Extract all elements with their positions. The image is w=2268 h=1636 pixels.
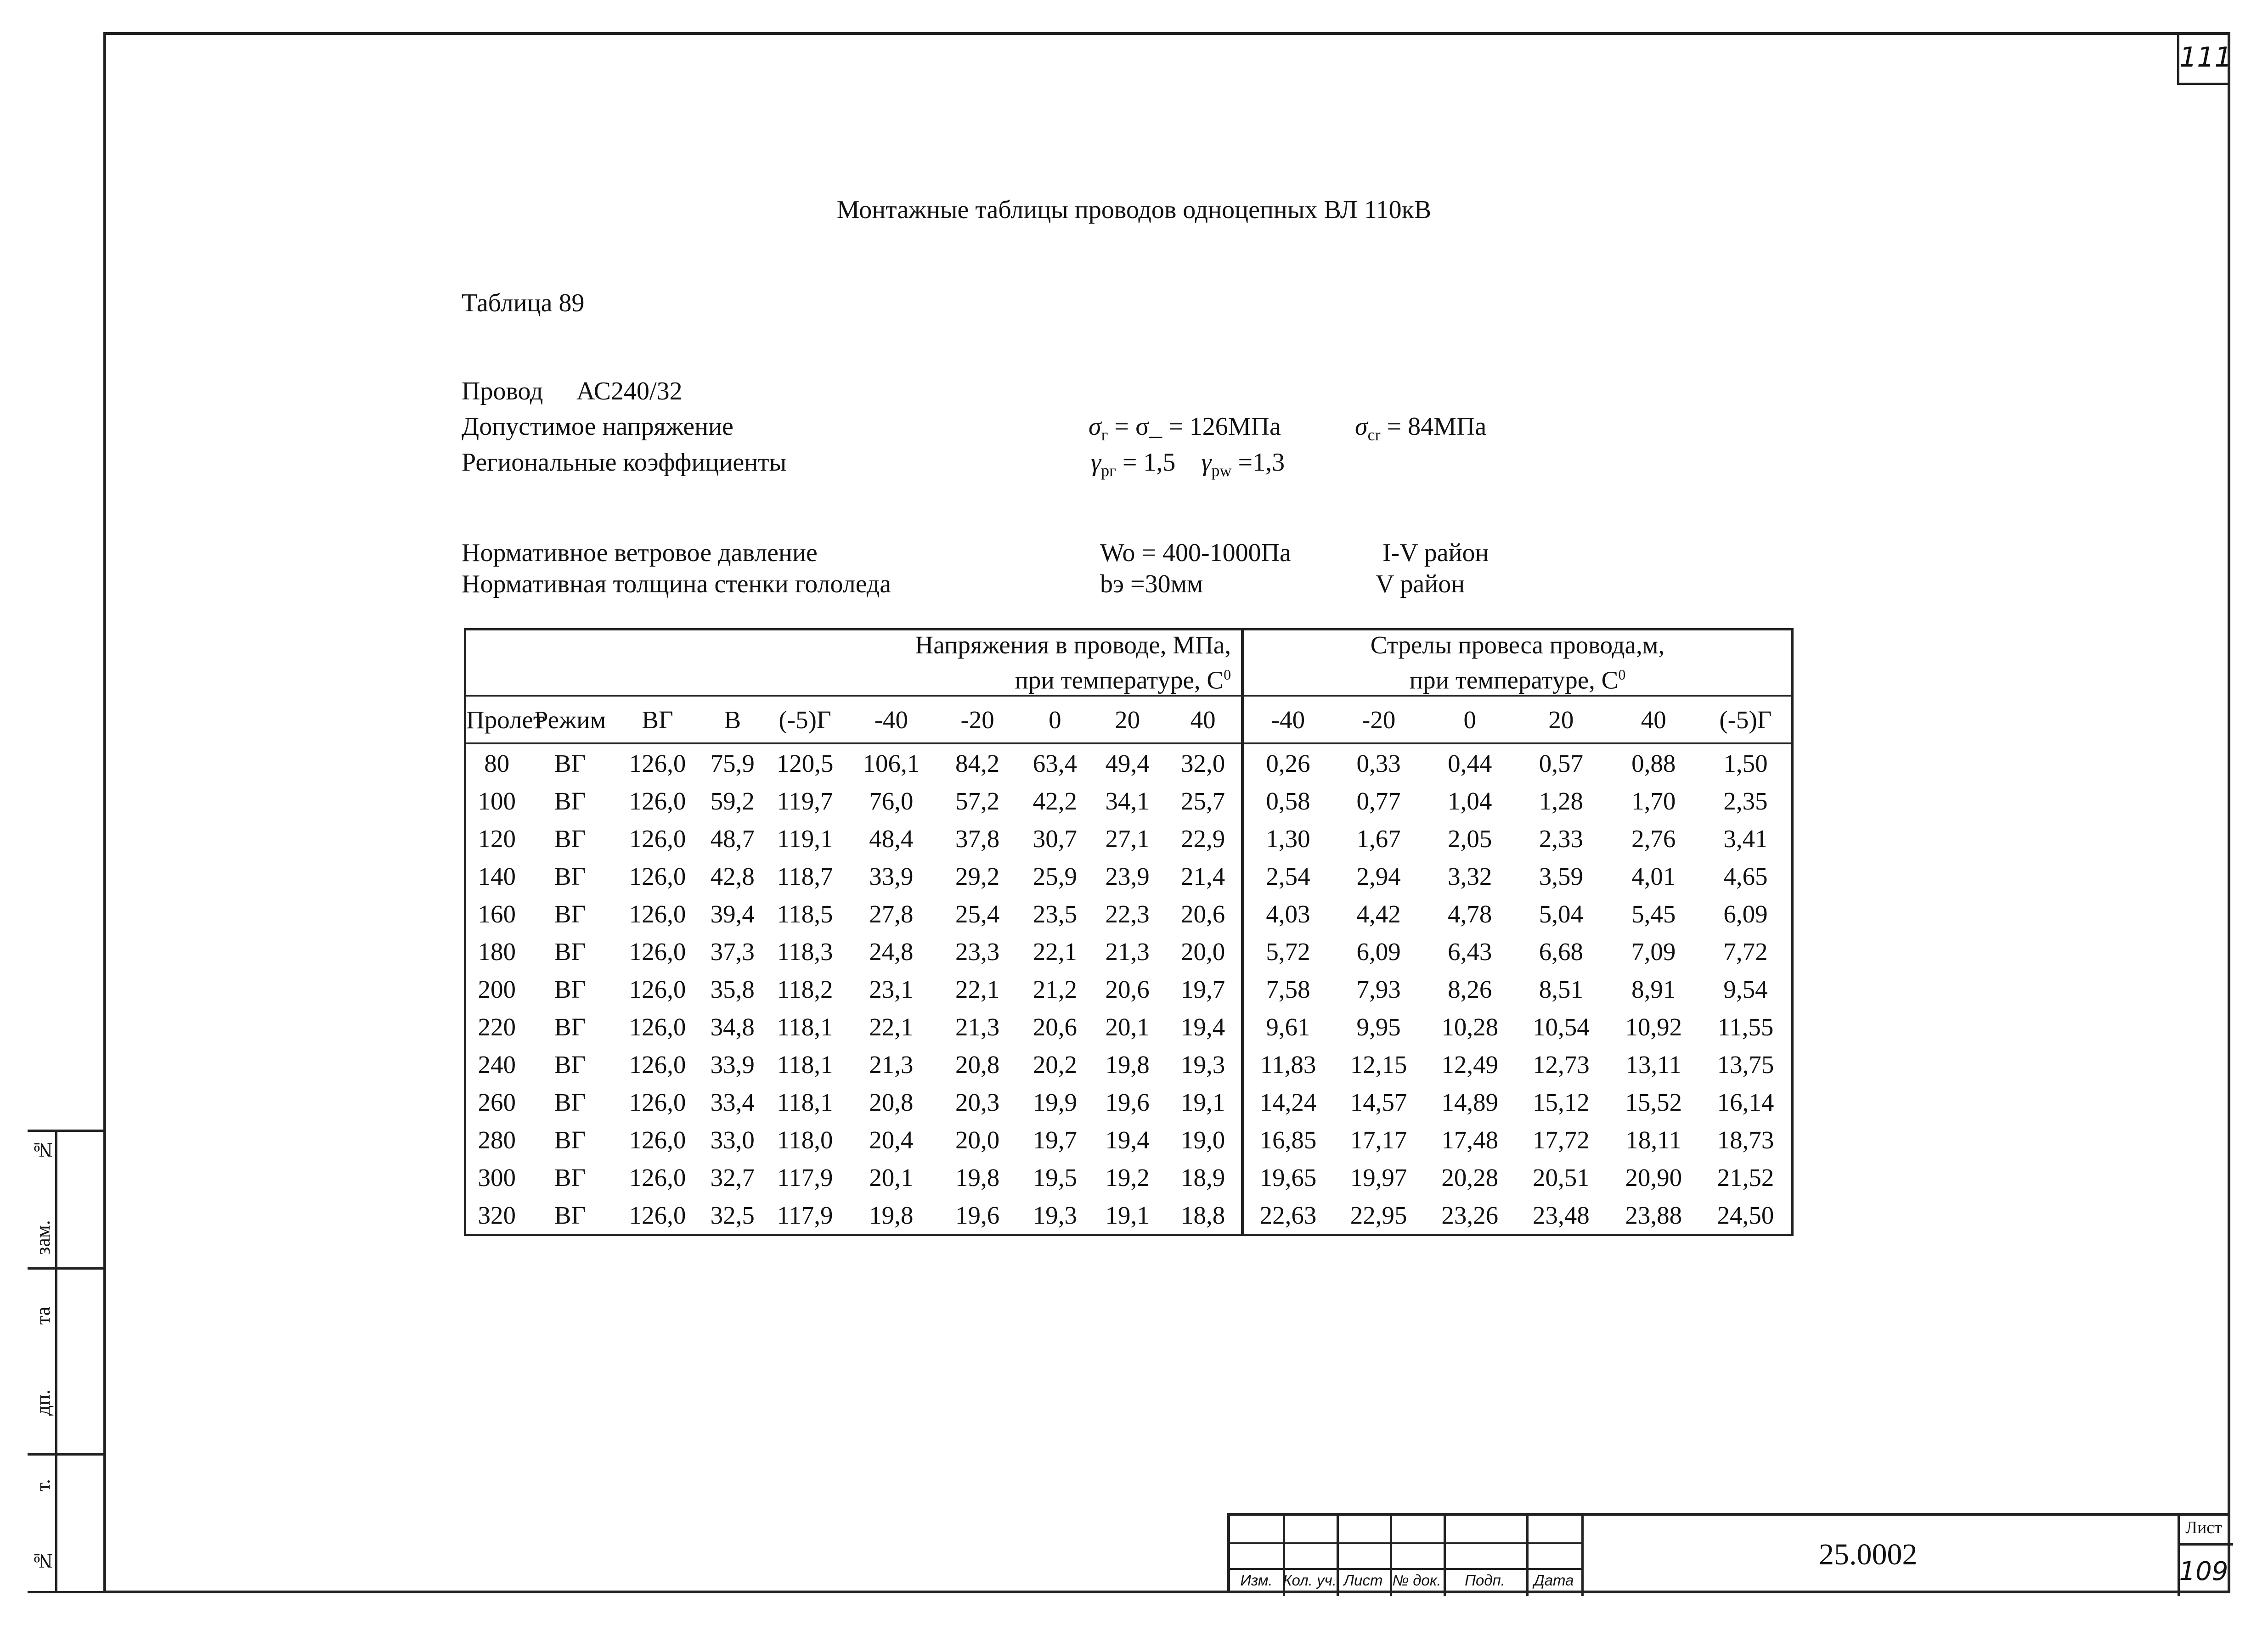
table-cell: 2,05 [1448, 824, 1492, 853]
table-cell: 119,1 [777, 824, 833, 853]
table-cell: 10,54 [1533, 1012, 1590, 1041]
table-row [465, 782, 1793, 820]
table-cell: 18,8 [1181, 1201, 1225, 1229]
table-cell: 27,8 [869, 900, 914, 928]
table-cell: 0,88 [1631, 749, 1676, 777]
table-cell: 21,3 [1105, 937, 1150, 966]
table-cell: 15,52 [1625, 1088, 1682, 1116]
wind-label: Нормативное ветровое давление [462, 539, 818, 567]
table-cell: 34,1 [1105, 787, 1150, 815]
table-cell: 29,2 [955, 862, 1000, 890]
column-header: ВГ [613, 696, 703, 743]
table-cell: 140 [478, 862, 516, 890]
stress-label: Допустимое напряжение [462, 412, 733, 441]
table-cell: 63,4 [1032, 749, 1077, 777]
table-cell: 14,24 [1242, 1083, 1332, 1121]
table-cell: 118,2 [777, 975, 833, 1003]
table-cell: 19,6 [955, 1201, 1000, 1229]
column-header: -20 [935, 696, 1020, 743]
table-cell: 16,14 [1717, 1088, 1774, 1116]
left-stamp [28, 1130, 103, 1593]
table-cell: 37,8 [955, 824, 1000, 853]
column-header: 20 [1090, 696, 1165, 743]
table-cell: 33,9 [710, 1050, 755, 1079]
table-cell: 34,8 [710, 1012, 755, 1041]
table-row [465, 1008, 1793, 1046]
table-cell: 12,49 [1441, 1050, 1499, 1079]
table-cell: 17,17 [1350, 1125, 1407, 1154]
table-cell: 19,6 [1105, 1088, 1150, 1116]
table-cell: 200 [478, 975, 516, 1003]
table-cell: 8,91 [1631, 975, 1676, 1003]
table-cell: 126,0 [629, 787, 686, 815]
table-cell: 42,8 [710, 862, 755, 890]
table-cell: 0,33 [1356, 749, 1401, 777]
table-cell: 7,93 [1356, 975, 1401, 1003]
table-cell: 126,0 [629, 975, 686, 1003]
table-cell: 4,42 [1356, 900, 1401, 928]
table-cell: 22,63 [1242, 1196, 1332, 1235]
tb-label: Подп. [1465, 1572, 1505, 1589]
table-cell: 16,85 [1242, 1121, 1332, 1158]
table-cell: 49,4 [1105, 749, 1150, 777]
table-cell: 118,1 [777, 1012, 833, 1041]
table-cell: 19,8 [955, 1163, 1000, 1192]
table-cell: ВГ [554, 787, 586, 815]
table-cell: 19,97 [1350, 1163, 1407, 1192]
table-cell: 42,2 [1032, 787, 1077, 815]
stamp-label: т. [32, 1479, 54, 1492]
table-cell: 120,5 [776, 749, 834, 777]
table-cell: 280 [478, 1125, 516, 1154]
table-cell: 23,26 [1441, 1201, 1499, 1229]
table-cell: 106,1 [863, 749, 920, 777]
table-cell: 20,51 [1533, 1163, 1590, 1192]
table-row [465, 895, 1793, 933]
table-cell: 9,61 [1242, 1008, 1332, 1046]
table-cell: 118,7 [777, 862, 833, 890]
table-cell: 13,11 [1625, 1050, 1682, 1079]
table-cell: 20,2 [1032, 1050, 1077, 1079]
header-stress: Напряжения в проводе, МПа, при температуре, $С^0$ [465, 630, 1243, 696]
table-cell: 7,58 [1242, 970, 1332, 1008]
table-cell: 126,0 [629, 862, 686, 890]
ice-label: Нормативная толщина стенки гололеда [462, 570, 891, 598]
stamp-label: № [32, 1139, 54, 1162]
table-cell: 23,5 [1032, 900, 1077, 928]
table-cell: ВГ [554, 862, 586, 890]
table-cell: 160 [478, 900, 516, 928]
table-cell: 20,6 [1032, 1012, 1077, 1041]
table-row [465, 1121, 1793, 1158]
table-cell: 18,73 [1717, 1125, 1774, 1154]
table-cell: 18,11 [1625, 1125, 1682, 1154]
coeff-values: $\gamma_{pг} = 1,5$ $\gamma_{pw} =1,3$ [1091, 448, 1285, 480]
table-cell: 4,65 [1723, 862, 1768, 890]
table-row [465, 1046, 1793, 1083]
column-header-row [465, 696, 1793, 743]
table-cell: 17,48 [1441, 1125, 1499, 1154]
table-cell: 126,0 [629, 900, 686, 928]
table-cell: 14,89 [1441, 1088, 1499, 1116]
table-cell: 19,4 [1105, 1125, 1150, 1154]
table-cell: 300 [478, 1163, 516, 1192]
table-cell: 126,0 [629, 937, 686, 966]
tb-label: Лист [1343, 1572, 1383, 1589]
table-cell: 22,1 [869, 1012, 914, 1041]
table-cell: 21,3 [869, 1050, 914, 1079]
column-header: -20 [1332, 696, 1425, 743]
column-header: 20 [1515, 696, 1607, 743]
table-cell: 14,57 [1350, 1088, 1407, 1116]
table-cell: 118,1 [777, 1050, 833, 1079]
table-cell: 126,0 [629, 1201, 686, 1229]
wind-region: I-V район [1382, 539, 1489, 567]
mounting-table [464, 628, 1794, 1236]
table-cell: 10,28 [1441, 1012, 1499, 1041]
table-cell: 320 [478, 1201, 516, 1229]
table-cell: 9,54 [1723, 975, 1768, 1003]
table-cell: 22,3 [1105, 900, 1150, 928]
table-cell: 59,2 [710, 787, 755, 815]
table-cell: 0,44 [1448, 749, 1492, 777]
table-cell: 23,1 [869, 975, 914, 1003]
table-cell: 13,75 [1717, 1050, 1774, 1079]
tb-label: Дата [1534, 1572, 1574, 1589]
table-cell: 10,92 [1625, 1012, 1682, 1041]
table-cell: 6,68 [1539, 937, 1584, 966]
table-cell: 8,51 [1539, 975, 1584, 1003]
table-cell: 2,35 [1723, 787, 1768, 815]
table-cell: 19,65 [1242, 1158, 1332, 1196]
table-cell: 19,0 [1181, 1125, 1225, 1154]
table-cell: 1,67 [1356, 824, 1401, 853]
ice-value: bэ =30мм [1100, 570, 1203, 598]
column-header: -40 [1242, 696, 1332, 743]
table-cell: 126,0 [629, 1012, 686, 1041]
column-header: Пролет [465, 696, 528, 743]
table-cell: 126,0 [629, 1125, 686, 1154]
table-cell: 4,78 [1448, 900, 1492, 928]
table-cell: 19,3 [1181, 1050, 1225, 1079]
table-cell: 6,43 [1448, 937, 1492, 966]
column-header: Режим [528, 696, 613, 743]
sheet-number: 109 [2179, 1557, 2229, 1586]
table-cell: 0,77 [1356, 787, 1401, 815]
table-cell: 126,0 [629, 1163, 686, 1192]
table-cell: 21,3 [955, 1012, 1000, 1041]
table-cell: 126,0 [629, 824, 686, 853]
table-cell: 32,5 [710, 1201, 755, 1229]
table-cell: 260 [478, 1088, 516, 1116]
table-cell: 220 [478, 1012, 516, 1041]
table-cell: 20,0 [1181, 937, 1225, 966]
table-cell: 1,50 [1723, 749, 1768, 777]
stamp-label: дп. [32, 1389, 54, 1416]
table-cell: 80 [484, 749, 510, 777]
stamp-label: та [32, 1306, 54, 1325]
table-cell: 22,1 [955, 975, 1000, 1003]
table-cell: 12,73 [1533, 1050, 1590, 1079]
table-cell: 2,33 [1539, 824, 1584, 853]
table-row [465, 933, 1793, 970]
table-cell: 25,7 [1181, 787, 1225, 815]
table-cell: 21,4 [1181, 862, 1225, 890]
table-cell: 75,9 [710, 749, 755, 777]
wire-label: Провод [462, 377, 543, 405]
coeffs-label: Региональные коэффициенты [462, 448, 787, 477]
corner-sheet-number: 111 [2177, 32, 2230, 85]
table-cell: ВГ [554, 900, 586, 928]
table-cell: 23,9 [1105, 862, 1150, 890]
table-cell: ВГ [554, 1163, 586, 1192]
table-cell: 117,9 [777, 1163, 833, 1192]
table-cell: 118,5 [777, 900, 833, 928]
column-header: (-5)Г [1700, 696, 1793, 743]
table-row [465, 1083, 1793, 1121]
table-cell: 118,1 [777, 1088, 833, 1116]
table-cell: 5,72 [1242, 933, 1332, 970]
table-row [465, 1158, 1793, 1196]
table-cell: 20,1 [869, 1163, 914, 1192]
table-cell: 84,2 [955, 749, 1000, 777]
tb-label: Кол. уч. [1283, 1572, 1337, 1589]
table-cell: 1,28 [1539, 787, 1584, 815]
stamp-label: зам. [32, 1220, 54, 1255]
table-cell: 7,09 [1631, 937, 1676, 966]
table-cell: 5,04 [1539, 900, 1584, 928]
table-cell: 17,72 [1533, 1125, 1590, 1154]
table-cell: 19,8 [869, 1201, 914, 1229]
table-cell: 180 [478, 937, 516, 966]
table-cell: 20,3 [955, 1088, 1000, 1116]
table-cell: 33,0 [710, 1125, 755, 1154]
table-cell: 7,72 [1723, 937, 1768, 966]
table-cell: 24,8 [869, 937, 914, 966]
table-cell: 33,4 [710, 1088, 755, 1116]
table-cell: 19,2 [1105, 1163, 1150, 1192]
column-header: 40 [1165, 696, 1242, 743]
table-cell: 33,9 [869, 862, 914, 890]
table-cell: 117,9 [777, 1201, 833, 1229]
table-cell: 6,09 [1356, 937, 1401, 966]
table-cell: 126,0 [629, 1088, 686, 1116]
table-cell: 1,70 [1631, 787, 1676, 815]
table-cell: ВГ [554, 824, 586, 853]
table-cell: 19,7 [1032, 1125, 1077, 1154]
table-cell: 20,0 [955, 1125, 1000, 1154]
table-cell: ВГ [554, 1012, 586, 1041]
table-cell: 0,57 [1539, 749, 1584, 777]
table-cell: 25,9 [1032, 862, 1077, 890]
table-cell: 19,7 [1181, 975, 1225, 1003]
table-cell: 12,15 [1350, 1050, 1407, 1079]
table-cell: 0,58 [1242, 782, 1332, 820]
table-cell: 21,2 [1032, 975, 1077, 1003]
table-cell: 15,12 [1533, 1088, 1590, 1116]
table-caption: Таблица 89 [462, 289, 585, 317]
table-cell: 19,9 [1032, 1088, 1077, 1116]
wire-value: АС240/32 [576, 377, 683, 405]
column-header: В [702, 696, 762, 743]
table-cell: 32,0 [1181, 749, 1225, 777]
table-cell: 19,5 [1032, 1163, 1077, 1192]
table-cell: 21,52 [1717, 1163, 1774, 1192]
table-cell: 9,95 [1356, 1012, 1401, 1041]
table-cell: ВГ [554, 1201, 586, 1229]
table-cell: 1,04 [1448, 787, 1492, 815]
stress-cr-value: $\sigma_{cr} = 84МПа$ [1355, 412, 1487, 444]
wind-value: Wo = 400-1000Па [1100, 539, 1291, 567]
table-cell: 6,09 [1723, 900, 1768, 928]
table-row [465, 743, 1793, 782]
table-cell: 35,8 [710, 975, 755, 1003]
table-cell: 0,26 [1242, 743, 1332, 782]
table-cell: 118,0 [777, 1125, 833, 1154]
table-cell: 2,54 [1242, 857, 1332, 895]
table-row [465, 970, 1793, 1008]
table-cell: ВГ [554, 1088, 586, 1116]
table-cell: 57,2 [955, 787, 1000, 815]
table-cell: 18,9 [1181, 1163, 1225, 1192]
table-cell: 20,28 [1441, 1163, 1499, 1192]
table-cell: 30,7 [1032, 824, 1077, 853]
column-header: 0 [1020, 696, 1090, 743]
table-row [465, 1196, 1793, 1235]
table-cell: 48,4 [869, 824, 914, 853]
column-header: -40 [847, 696, 935, 743]
table-cell: 23,88 [1625, 1201, 1682, 1229]
table-row [465, 857, 1793, 895]
table-cell: 8,26 [1448, 975, 1492, 1003]
title-block [1227, 1513, 2230, 1593]
table-cell: 19,1 [1105, 1201, 1150, 1229]
table-cell: 11,83 [1242, 1046, 1332, 1083]
table-cell: 20,6 [1105, 975, 1150, 1003]
table-cell: 3,59 [1539, 862, 1584, 890]
table-cell: 2,94 [1356, 862, 1401, 890]
table-cell: 24,50 [1717, 1201, 1774, 1229]
table-cell: 1,30 [1242, 820, 1332, 857]
table-cell: 19,3 [1032, 1201, 1077, 1229]
table-cell: 37,3 [710, 937, 755, 966]
table-cell: 120 [478, 824, 516, 853]
table-cell: 27,1 [1105, 824, 1150, 853]
table-cell: 2,76 [1631, 824, 1676, 853]
table-cell: 20,8 [869, 1088, 914, 1116]
table-cell: 19,8 [1105, 1050, 1150, 1079]
document-code: 25.0002 [1819, 1538, 1918, 1571]
column-header: 0 [1425, 696, 1515, 743]
table-cell: 48,7 [710, 824, 755, 853]
table-cell: 22,9 [1181, 824, 1225, 853]
table-cell: 22,1 [1032, 937, 1077, 966]
table-cell: 20,1 [1105, 1012, 1150, 1041]
header-sag: Стрелы провеса провода,м, при температуре, $С^0$ [1242, 630, 1792, 696]
stress-values: $\sigma_г$ = σ_ = 126МПа [1089, 412, 1281, 444]
table-cell: ВГ [554, 1050, 586, 1079]
column-header: (-5)Г [762, 696, 847, 743]
table-cell: 19,1 [1181, 1088, 1225, 1116]
tb-label: № док. [1392, 1572, 1441, 1589]
stamp-label: № [32, 1550, 54, 1573]
table-cell: 23,3 [955, 937, 1000, 966]
table-cell: ВГ [554, 1125, 586, 1154]
table-cell: 119,7 [777, 787, 833, 815]
table-cell: 22,95 [1350, 1201, 1407, 1229]
table-row [465, 820, 1793, 857]
table-cell: 23,48 [1533, 1201, 1590, 1229]
ice-region: V район [1376, 570, 1465, 598]
table-cell: 19,4 [1181, 1012, 1225, 1041]
table-cell: 20,6 [1181, 900, 1225, 928]
table-cell: 39,4 [710, 900, 755, 928]
table-cell: ВГ [554, 749, 586, 777]
table-cell: 3,32 [1448, 862, 1492, 890]
table-cell: 32,7 [710, 1163, 755, 1192]
table-cell: 20,90 [1625, 1163, 1682, 1192]
table-cell: 118,3 [777, 937, 833, 966]
tb-label: Изм. [1240, 1572, 1273, 1589]
table-cell: 4,01 [1631, 862, 1676, 890]
table-cell: 20,8 [955, 1050, 1000, 1079]
table-cell: 126,0 [629, 749, 686, 777]
table-cell: 11,55 [1717, 1012, 1774, 1041]
table-cell: ВГ [554, 975, 586, 1003]
sheet-label: Лист [2185, 1518, 2222, 1537]
table-cell: 20,4 [869, 1125, 914, 1154]
table-cell: 76,0 [869, 787, 914, 815]
table-cell: 3,41 [1723, 824, 1768, 853]
page-title: Монтажные таблицы проводов одноцепных ВЛ 110кВ [836, 196, 1432, 224]
table-cell: 5,45 [1631, 900, 1676, 928]
table-cell: 4,03 [1242, 895, 1332, 933]
column-header: 40 [1608, 696, 1700, 743]
table-cell: ВГ [554, 937, 586, 966]
table-cell: 126,0 [629, 1050, 686, 1079]
table-cell: 240 [478, 1050, 516, 1079]
table-cell: 100 [478, 787, 516, 815]
table-cell: 25,4 [955, 900, 1000, 928]
